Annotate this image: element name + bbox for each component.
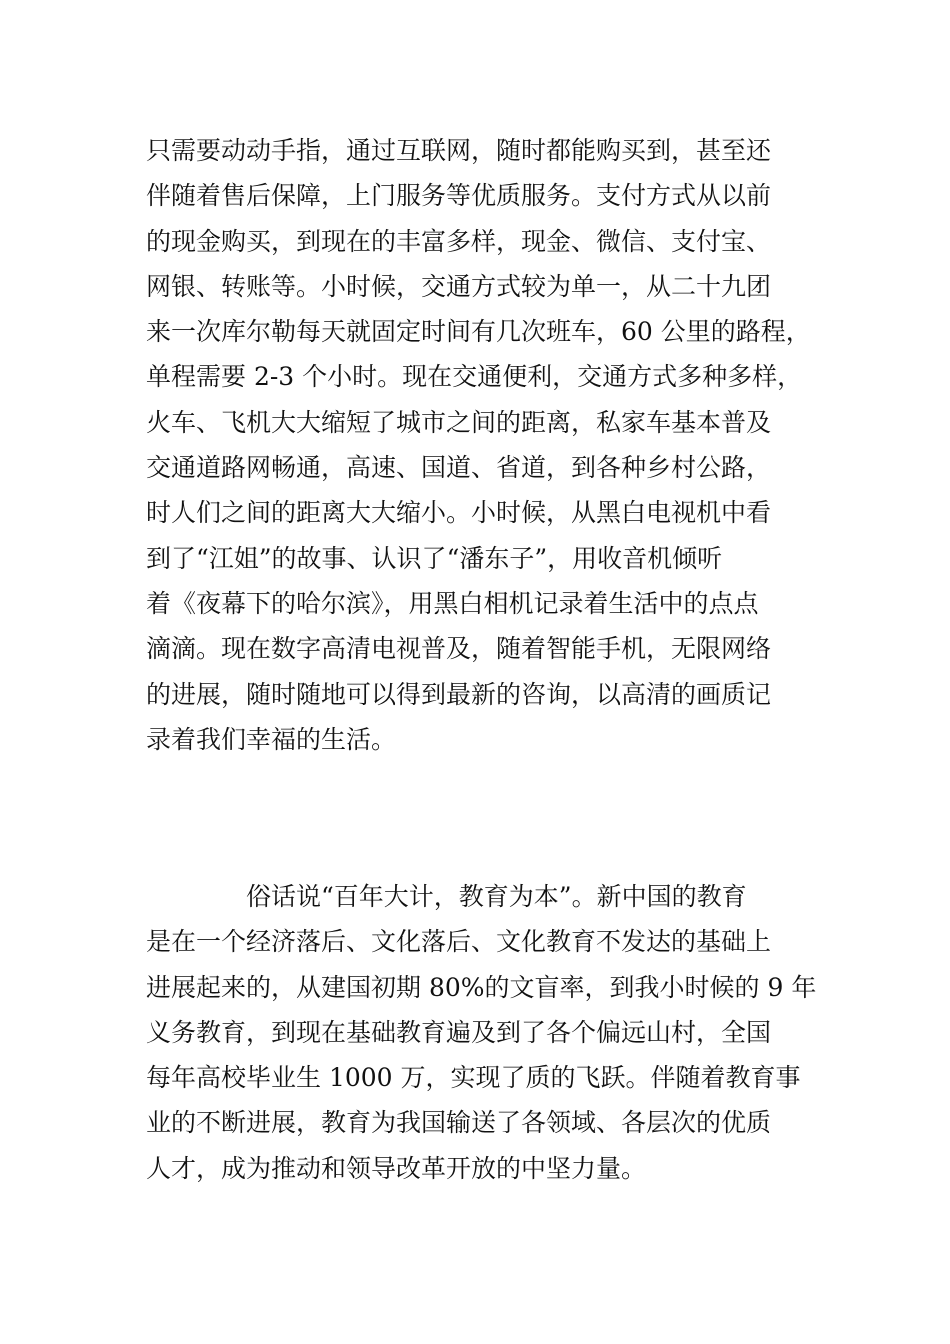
paragraph-line: 时人们之间的距离大大缩小。小时候，从黑白电视机中看 [146, 498, 772, 528]
paragraph-line: 着《夜幕下的哈尔滨》，用黑白相机记录着生活中的点点 [146, 588, 759, 618]
paragraph-line: 交通道路网畅通，高速、国道、省道，到各种乡村公路， [146, 453, 772, 483]
paragraph-line: 人才，成为推动和领导改革开放的中坚力量。 [146, 1153, 647, 1183]
paragraph-line: 录着我们幸福的生活。 [146, 724, 397, 754]
paragraph-line: 的现金购买，到现在的丰富多样，现金、微信、支付宝、 [146, 226, 772, 256]
paragraph-line: 进展起来的，从建国初期 80%的文盲率，到我小时候的 9 年 [146, 972, 817, 1002]
paragraph-line: 来一次库尔勒每天就固定时间有几次班车，60 公里的路程， [146, 317, 811, 347]
paragraph-line: 单程需要 2-3 个小时。现在交通便利，交通方式多种多样， [146, 362, 803, 392]
paragraph-line: 的进展，随时随地可以得到最新的咨询，以高清的画质记 [146, 679, 772, 709]
paragraph-line: 滴滴。现在数字高清电视普及，随着智能手机，无限网络 [146, 634, 772, 664]
paragraph-line: 俗话说“百年大计，教育为本”。新中国的教育 [246, 882, 747, 911]
paragraph-line: 义务教育，到现在基础教育遍及到了各个偏远山村，全国 [146, 1017, 772, 1047]
paragraph-2 [146, 874, 826, 1191]
paragraph-line: 到了“江姐”的故事、认识了“潘东子”，用收音机倾听 [146, 543, 723, 573]
paragraph-1 [146, 128, 826, 762]
paragraph-line: 每年高校毕业生 1000 万，实现了质的飞跃。伴随着教育事 [146, 1063, 801, 1093]
paragraph-line: 网银、转账等。小时候，交通方式较为单一，从二十九团 [146, 271, 772, 301]
paragraph-line: 火车、飞机大大缩短了城市之间的距离，私家车基本普及 [146, 407, 772, 437]
paragraph-line: 伴随着售后保障，上门服务等优质服务。支付方式从以前 [146, 181, 772, 211]
paragraph-line: 只需要动动手指，通过互联网，随时都能购买到，甚至还 [146, 136, 772, 165]
paragraph-line: 业的不断进展，教育为我国输送了各领域、各层次的优质 [146, 1108, 772, 1138]
paragraph-line: 是在一个经济落后、文化落后、文化教育不发达的基础上 [146, 927, 772, 957]
